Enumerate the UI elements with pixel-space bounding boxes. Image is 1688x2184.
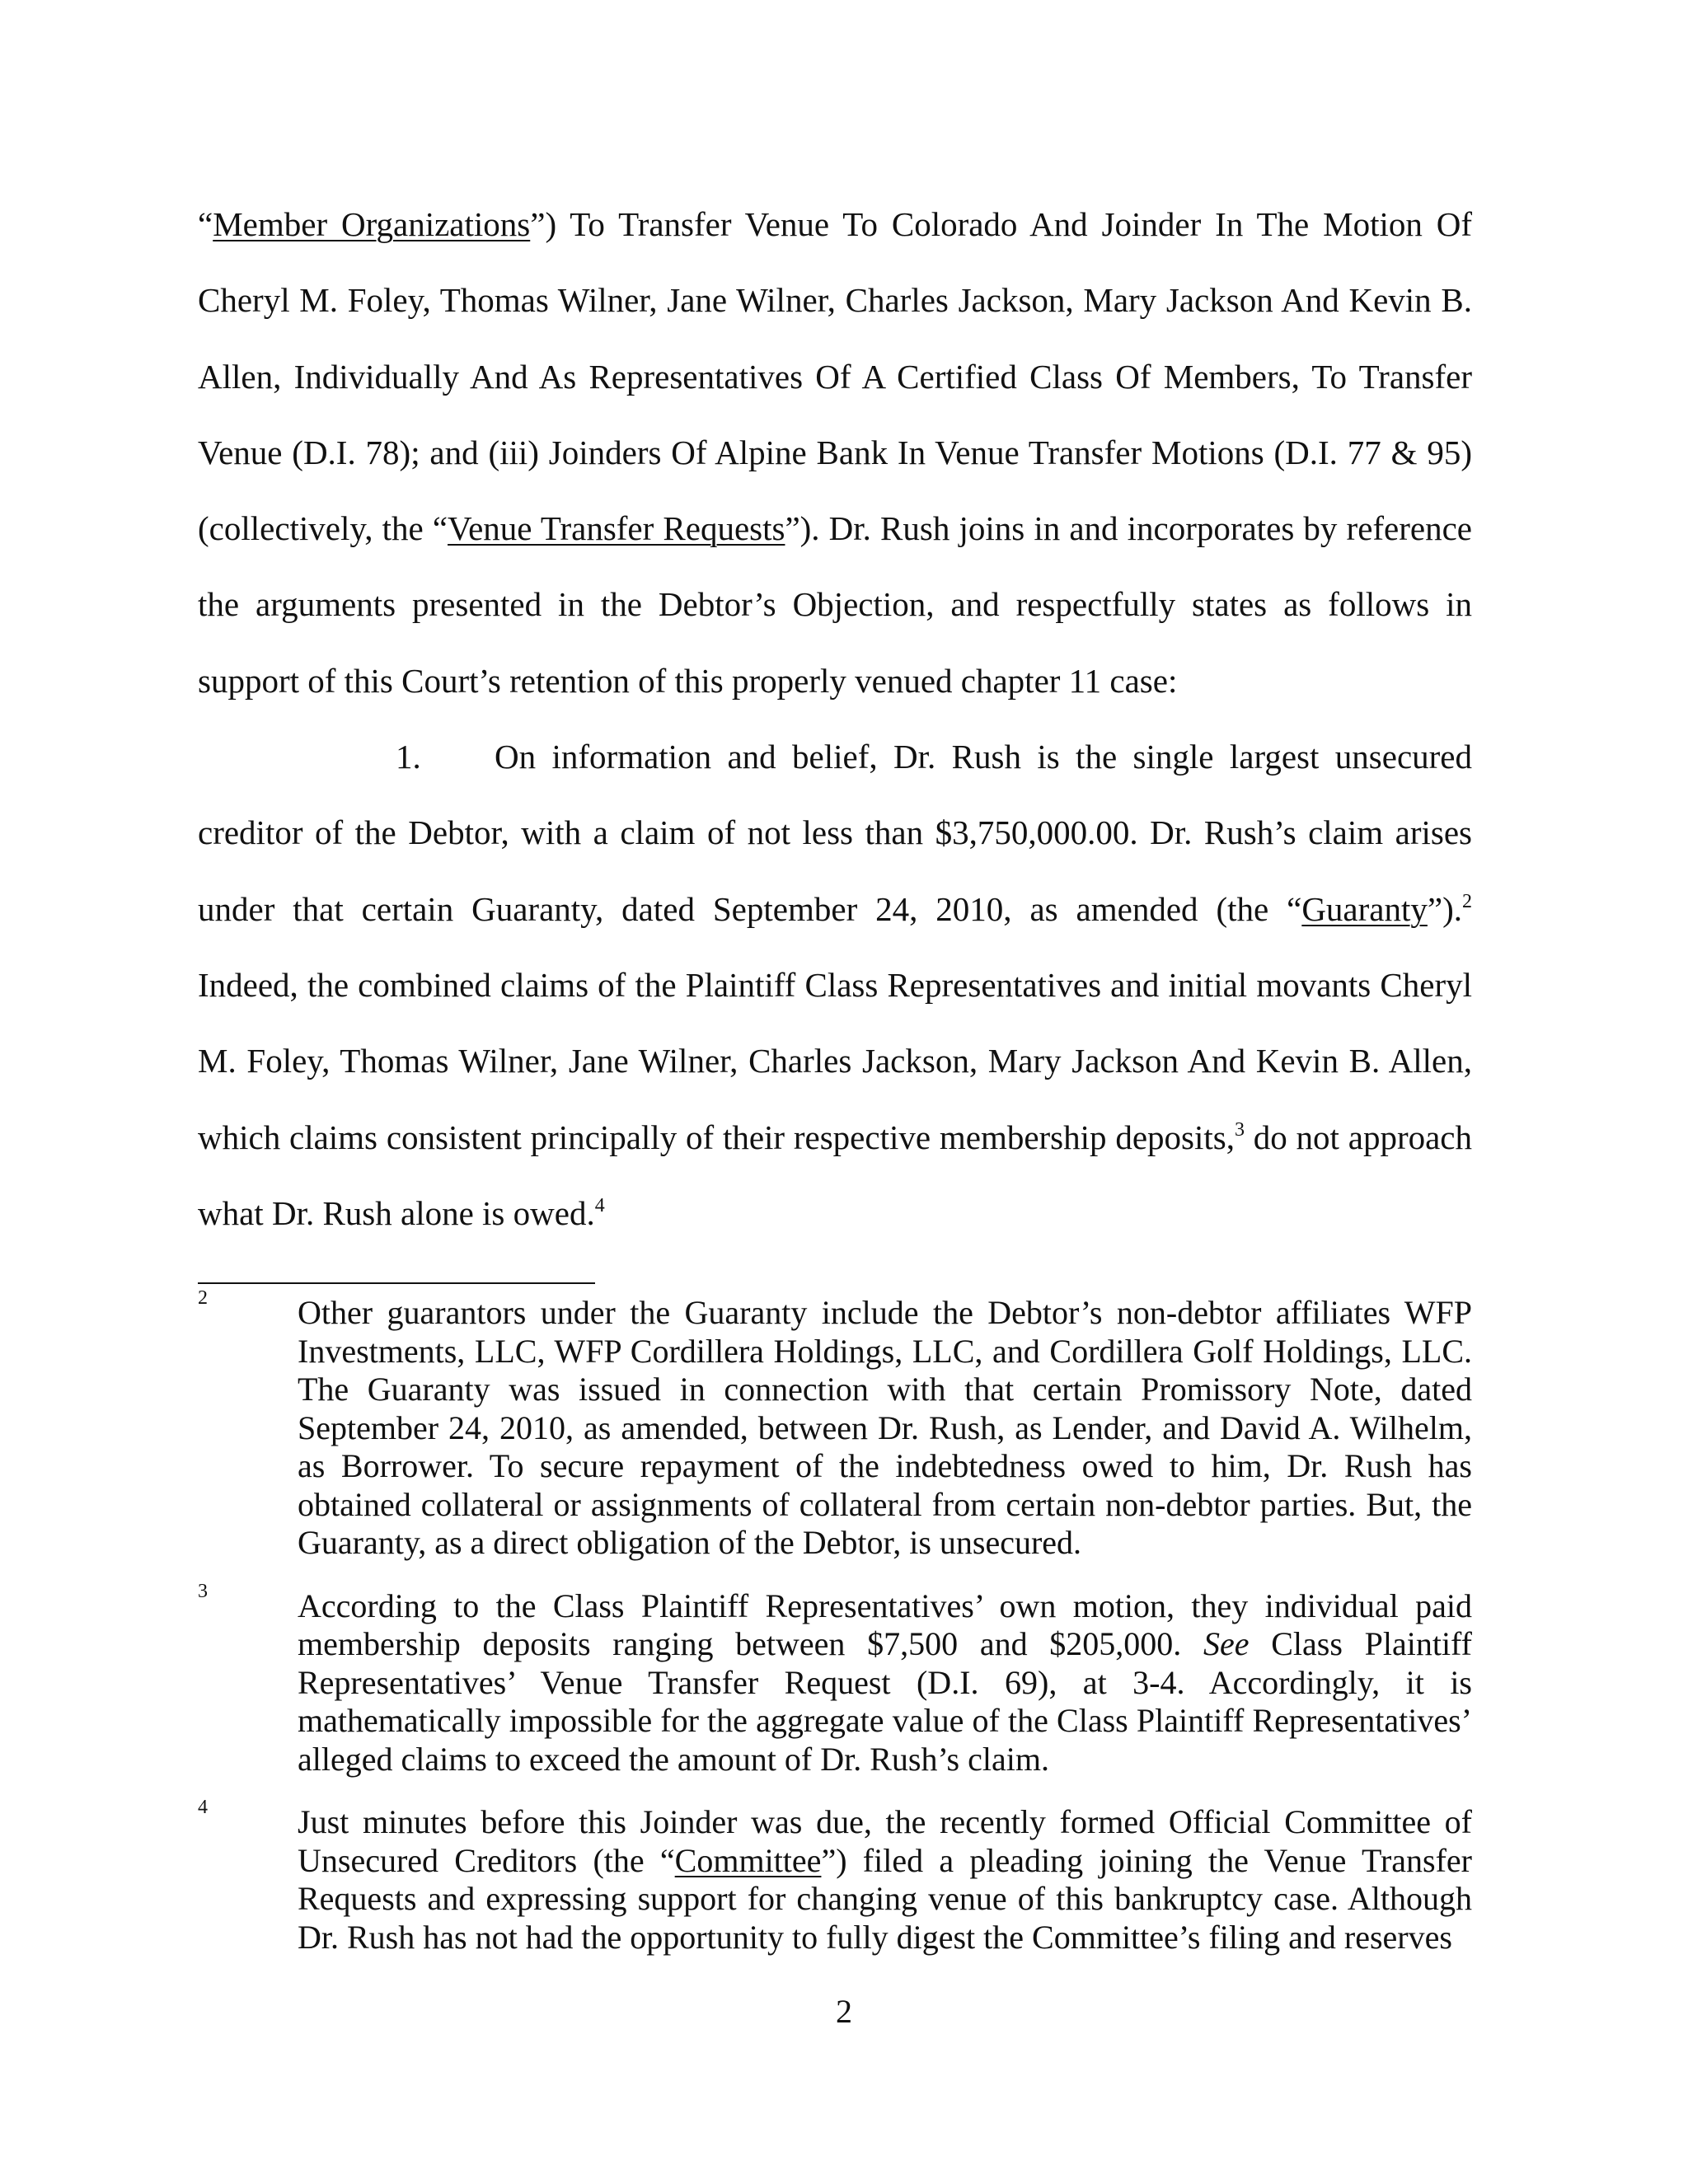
footnote-ref-3[interactable]: 3 bbox=[1234, 1118, 1245, 1141]
footnote-text: Class Plaintiff Representatives’ Venue Transfer Request (D.I. 69), at 3-4. Accordingly, it is mathematically impossible for the aggregate value of the Class Plaintiff Representatives’ alleged claims to exceed the amount of Dr. Rush’s claim. bbox=[298, 1625, 1472, 1778]
footnote-text: Just minutes before this Joinder was due, the recently formed Official Committee of Unsecured Creditors (the “ bbox=[298, 1803, 1472, 1879]
footnote-2 bbox=[198, 1287, 1472, 1563]
footnote-4 bbox=[198, 1797, 1472, 1957]
footnote-text: ”) filed a pleading joining the Venue Transfer Requests and expressing support for changing venue of this bankruptcy case. Although Dr. Rush has not had the opportunity to fully digest the Committee’s filing and reserves bbox=[298, 1841, 1472, 1956]
footnote-ref-4[interactable]: 4 bbox=[594, 1194, 605, 1216]
footnote-number: 2 bbox=[198, 1287, 208, 1309]
footnote-number: 4 bbox=[198, 1797, 208, 1818]
page-number: 2 bbox=[836, 1993, 852, 2030]
footnote-text: Other guarantors under the Guaranty include the Debtor’s non-debtor affiliates WFP Investments, LLC, WFP Cordillera Holdings, LLC, and Cordillera Golf Holdings, LLC. The Guaranty was issued in connection with that certain Promissory Note, dated September 24, 2010, as amended, between Dr. Rush, as Lender, and David A. Wilhelm, as Borrower. To secure repayment of the indebtedness owed to him, Dr. Rush has obtained collateral or assignments of collateral from certain non-debtor parties. But, the Guaranty, as a direct obligation of the Debtor, is unsecured. bbox=[298, 1294, 1472, 1561]
paragraph-text: Indeed, the combined claims of the Plaintiff Class Representatives and initial movants Cheryl M. Foley, Thomas Wilner, Jane Wilner, Charles Jackson, Mary Jackson And Kevin B. Allen, which claims consistent principally of their respective membership deposits, bbox=[198, 965, 1472, 1156]
footnote-number: 3 bbox=[198, 1580, 208, 1602]
defined-term-venue-transfer-requests: Venue Transfer Requests bbox=[448, 509, 785, 548]
paragraph-text: ”) To Transfer Venue To Colorado And Joinder In The Motion Of Cheryl M. Foley, Thomas Wilner, Jane Wilner, Charles Jackson, Mary Jackson And Kevin B. Allen, Individually And As Representatives Of A Certified Class Of Members, To Transfer Venue (D.I. 78); and (iii) Joinders Of Alpine Bank In Venue Transfer Motions (D.I. 77 & 95) (collectively, the “ bbox=[198, 205, 1473, 548]
paragraph-continuation bbox=[198, 186, 1472, 719]
footnotes bbox=[198, 1287, 1472, 1981]
paragraph-1 bbox=[198, 719, 1472, 1251]
paragraph-text: do not approach what Dr. Rush alone is owed. bbox=[198, 1118, 1472, 1232]
paragraph-text: On information and belief, Dr. Rush is the single largest unsecured creditor of the Debtor, with a claim of not less than $3,750,000.00. Dr. Rush’s claim arises under that certain Guaranty, dated September 24, 2010, as amended (the “ bbox=[198, 738, 1472, 928]
footnote-separator bbox=[198, 1282, 595, 1284]
open-quote: “ bbox=[198, 205, 213, 243]
body-text bbox=[198, 186, 1472, 1251]
defined-term-committee: Committee bbox=[674, 1841, 822, 1879]
footnote-ref-2[interactable]: 2 bbox=[1462, 890, 1472, 912]
citation-signal: See bbox=[1203, 1625, 1250, 1662]
footnote-text: According to the Class Plaintiff Representatives’ own motion, they individual paid membership deposits ranging between $7,500 and $205,000. bbox=[298, 1586, 1472, 1662]
defined-term-guaranty: Guaranty bbox=[1301, 889, 1428, 928]
defined-term-member-organizations: Member Organizations bbox=[213, 205, 531, 243]
paragraph-number: 1. bbox=[396, 738, 421, 776]
paragraph-text: ”). Dr. Rush joins in and incorporates by reference the arguments presented in the Debtor’s Objection, and respectfully states as follows in support of this Court’s retention of this properly venued chapter 11 case: bbox=[198, 509, 1472, 700]
paragraph-text: ”). bbox=[1427, 889, 1462, 928]
footnote-3 bbox=[198, 1580, 1472, 1779]
